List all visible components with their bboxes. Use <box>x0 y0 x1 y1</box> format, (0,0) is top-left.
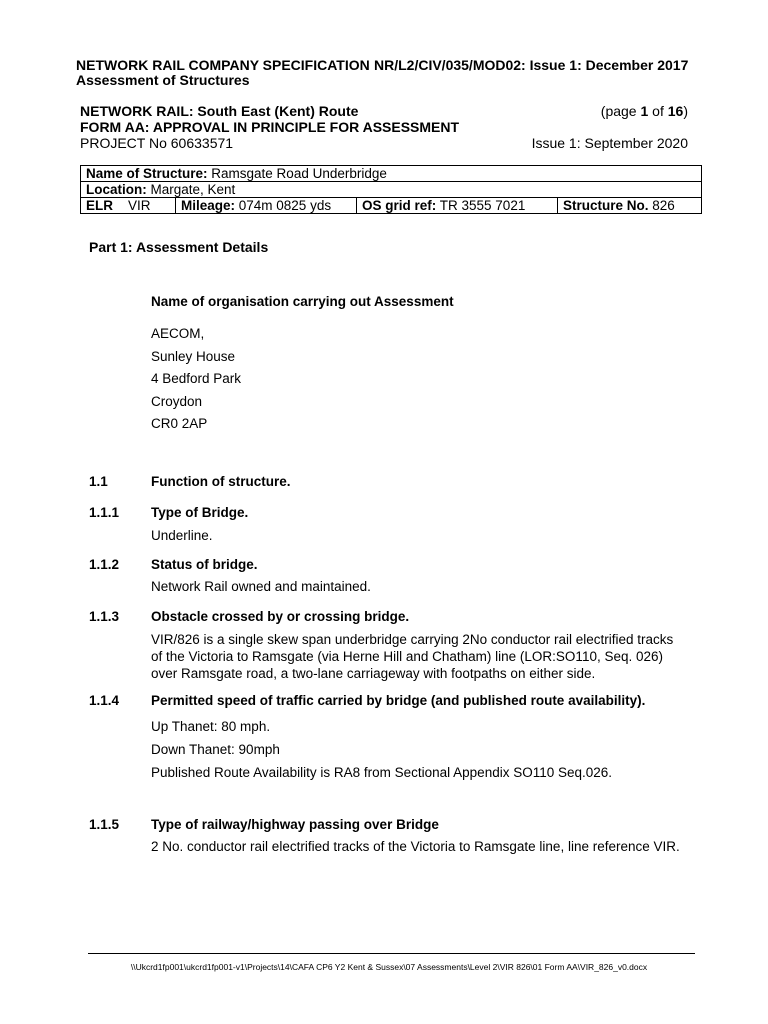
section-title-1-1-1: Type of Bridge. <box>151 505 249 520</box>
section-title-1-1: Function of structure. <box>151 474 291 489</box>
project-number: PROJECT No 60633571 <box>80 135 234 151</box>
speed-down-thanet: Down Thanet: 90mph <box>151 742 280 757</box>
page-prefix: (page <box>600 103 641 119</box>
page-total: 16 <box>667 103 684 119</box>
address-line: AECOM, <box>151 326 205 341</box>
elr-cell <box>81 198 176 214</box>
page-suffix: ) <box>683 103 688 119</box>
part1-heading: Part 1: Assessment Details <box>89 239 269 255</box>
section-body-1-1-3 <box>151 631 711 682</box>
spec-subtitle: Assessment of Structures <box>76 72 250 88</box>
elr-label: ELR <box>86 198 113 213</box>
section-number-1-1-1: 1.1.1 <box>89 505 120 520</box>
form-header <box>80 103 688 151</box>
location-cell <box>81 182 702 198</box>
form-title: FORM AA: APPROVAL IN PRINCIPLE FOR ASSESSMENT <box>80 119 460 135</box>
route-title: NETWORK RAIL: South East (Kent) Route <box>80 103 359 119</box>
structure-no-label: Structure No. <box>563 198 649 213</box>
page-current: 1 <box>640 103 649 119</box>
organisation-address <box>151 323 241 436</box>
paragraph-line: over Ramsgate road, a two-lane carriageway with footpaths on either side. <box>151 666 596 681</box>
paragraph-line: VIR/826 is a single skew span underbridge carrying 2No conductor rail electrified tracks <box>151 632 674 647</box>
table-row <box>81 166 702 182</box>
section-title-1-1-2: Status of bridge. <box>151 557 258 572</box>
mileage-cell <box>176 198 357 214</box>
section-title-1-1-5: Type of railway/highway passing over Bridge <box>151 817 439 832</box>
location-value: Margate, Kent <box>146 182 236 197</box>
structure-no-value: 826 <box>648 198 675 213</box>
structure-no-cell <box>558 198 702 214</box>
section-title-1-1-4: Permitted speed of traffic carried by bridge (and published route availability). <box>151 693 646 708</box>
speed-up-thanet: Up Thanet: 80 mph. <box>151 719 271 734</box>
paragraph-line: of the Victoria to Ramsgate (via Herne Hill and Chatham) line (LOR:SO110, Seq. 026) <box>151 649 663 664</box>
spec-title: NETWORK RAIL COMPANY SPECIFICATION <box>76 57 370 73</box>
page-indicator <box>601 103 688 119</box>
structure-name-label: Name of Structure: <box>86 166 208 181</box>
table-row <box>81 182 702 198</box>
section-body-1-1-4 <box>151 715 711 784</box>
spec-header <box>76 58 696 88</box>
issue-date: Issue 1: September 2020 <box>531 135 688 151</box>
spec-reference: NR/L2/CIV/035/MOD02: Issue 1: December 2017 <box>374 57 689 73</box>
grid-ref-value: TR 3555 7021 <box>436 198 526 213</box>
address-line: 4 Bedford Park <box>151 371 242 386</box>
section-body-1-1-1: Underline. <box>151 528 213 543</box>
table-row <box>81 198 702 214</box>
section-number-1-1-2: 1.1.2 <box>89 557 120 572</box>
page-of: of <box>648 103 668 119</box>
grid-ref-label: OS grid ref: <box>362 198 437 213</box>
section-title-1-1-3: Obstacle crossed by or crossing bridge. <box>151 609 410 624</box>
footer-file-path: \\Ukcrd1fp001\ukcrd1fp001-v1\Projects\14\CAFA CP6 Y2 Kent & Sussex\07 Assessments\Level 2\VIR 826\01 Form AA\VIR_826_v0.docx <box>130 962 648 972</box>
address-line: Croydon <box>151 393 203 409</box>
route-availability: Published Route Availability is RA8 from Sectional Appendix SO110 Seq.026. <box>151 765 613 780</box>
grid-ref-cell <box>357 198 558 214</box>
footer-divider <box>88 953 695 954</box>
address-line: Sunley House <box>151 348 236 364</box>
address-line: CR0 2AP <box>151 416 208 431</box>
mileage-label: Mileage: <box>181 198 236 213</box>
structure-info-table <box>80 165 702 214</box>
section-body-1-1-5: 2 No. conductor rail electrified tracks of the Victoria to Ramsgate line, line reference VIR. <box>151 839 680 854</box>
location-label: Location: <box>86 182 147 197</box>
mileage-value: 074m 0825 yds <box>235 198 332 213</box>
section-body-1-1-2: Network Rail owned and maintained. <box>151 579 371 594</box>
organisation-heading: Name of organisation carrying out Assessment <box>151 294 454 309</box>
section-number-1-1-4: 1.1.4 <box>89 693 120 708</box>
elr-value: VIR <box>128 198 151 213</box>
section-number-1-1: 1.1 <box>89 474 108 489</box>
structure-name-value: Ramsgate Road Underbridge <box>207 166 387 181</box>
section-number-1-1-5: 1.1.5 <box>89 817 120 832</box>
structure-name-cell <box>81 166 702 182</box>
section-number-1-1-3: 1.1.3 <box>89 609 120 624</box>
